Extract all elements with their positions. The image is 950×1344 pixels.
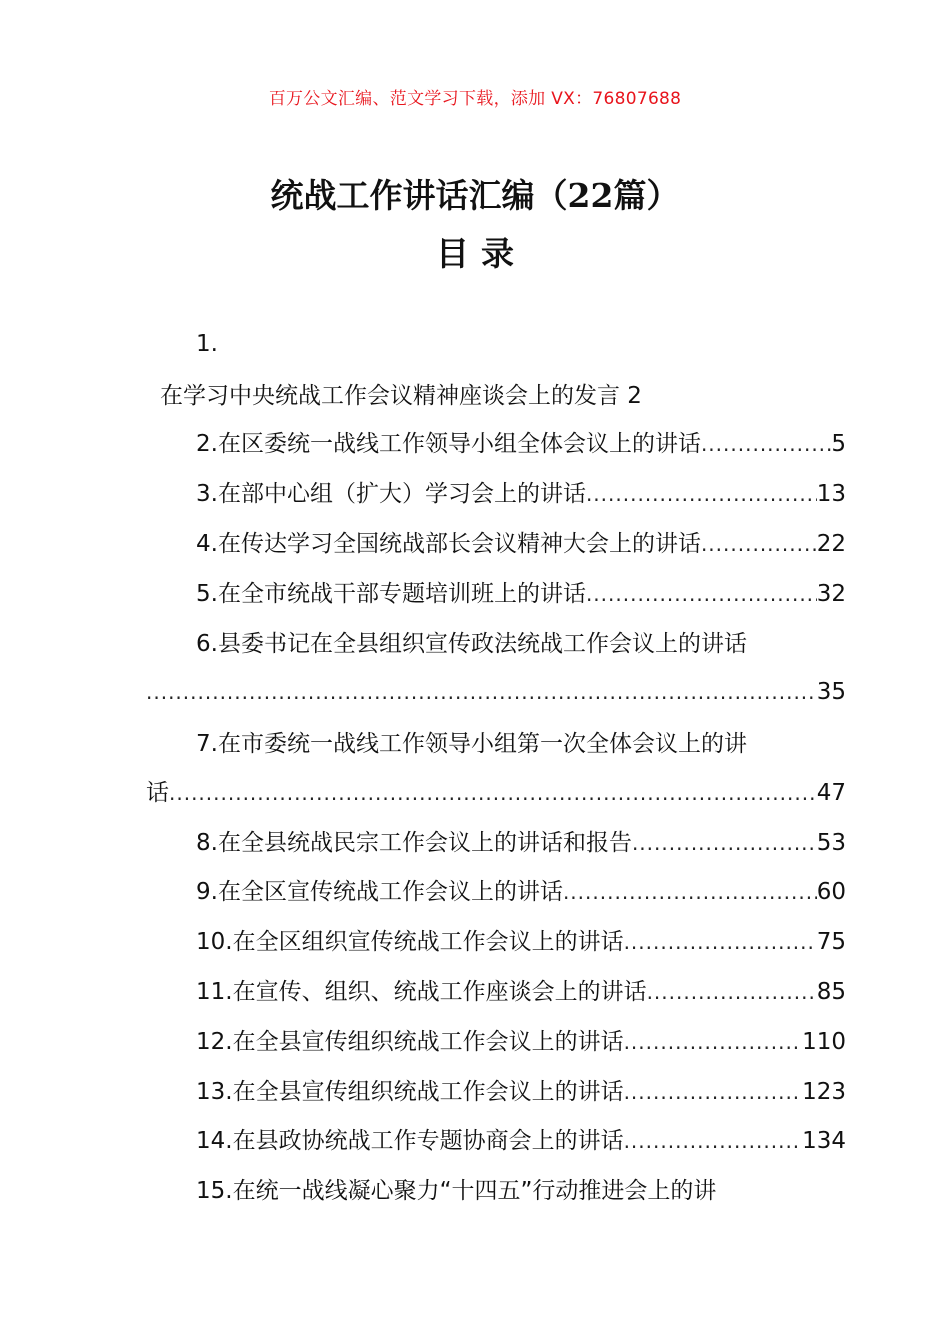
toc-page-number: 47	[816, 780, 846, 806]
leader-dots	[563, 872, 817, 912]
leader-dots	[586, 574, 817, 614]
toc-page-number: 110	[802, 1029, 846, 1055]
leader-dots	[169, 773, 817, 813]
leader-dots	[624, 1072, 803, 1112]
toc-entry-title: 10.在全区组织宣传统战工作会议上的讲话	[196, 929, 624, 955]
toc-page-number: 134	[802, 1128, 846, 1154]
toc-entry-title: 12.在全县宣传组织统战工作会议上的讲话	[196, 1029, 624, 1055]
toc-entry-title: 13.在全县宣传组织统战工作会议上的讲话	[196, 1079, 624, 1105]
toc-entry-6-title[interactable]: 6.县委书记在全县组织宣传政法统战工作会议上的讲话	[196, 631, 747, 657]
toc-entry-title: 4.在传达学习全国统战部长会议精神大会上的讲话	[196, 531, 701, 557]
leader-dots	[624, 1121, 803, 1161]
toc-page-number: 60	[816, 879, 846, 905]
toc-entry-4[interactable]	[146, 524, 846, 564]
toc-entry-title: 5.在全市统战干部专题培训班上的讲话	[196, 581, 586, 607]
toc-page-number: 35	[816, 679, 846, 705]
leader-dots	[701, 524, 817, 564]
leader-dots	[586, 474, 817, 514]
toc-page-number: 13	[816, 481, 846, 507]
toc-entry-title: 11.在宣传、组织、统战工作座谈会上的讲话	[196, 979, 647, 1005]
toc-page-number: 53	[816, 830, 846, 856]
toc-entry-title: 2.在区委统一战线工作领导小组全体会议上的讲话	[196, 431, 701, 457]
toc-entry-11[interactable]	[146, 972, 846, 1012]
toc-entry-3[interactable]	[146, 474, 846, 514]
watermark-header: 百万公文汇编、范文学习下载，添加 VX：76807688	[268, 89, 682, 109]
toc-entry-6-leader[interactable]	[146, 672, 846, 712]
toc-entry-13[interactable]	[146, 1072, 846, 1112]
toc-entry-1-number[interactable]: 1.	[196, 331, 218, 357]
toc-page-number: 85	[816, 979, 846, 1005]
toc-page-number: 22	[816, 531, 846, 557]
toc-entry-title: 14.在县政协统战工作专题协商会上的讲话	[196, 1128, 624, 1154]
leader-dots	[624, 922, 817, 962]
toc-entry-9[interactable]	[146, 872, 846, 912]
leader-dots	[647, 972, 817, 1012]
leader-dots	[624, 1022, 803, 1062]
toc-entry-title-continued: 话	[146, 780, 169, 806]
toc-entry-15-title[interactable]: 15.在统一战线凝心聚力“十四五”行动推进会上的讲	[196, 1178, 717, 1204]
toc-entry-7-title[interactable]: 7.在市委统一战线工作领导小组第一次全体会议上的讲	[196, 731, 747, 757]
toc-entry-1-title[interactable]: 在学习中央统战工作会议精神座谈会上的发言 2	[160, 383, 642, 409]
toc-entry-5[interactable]	[146, 574, 846, 614]
leader-dots	[632, 823, 817, 863]
toc-entry-title: 9.在全区宣传统战工作会议上的讲话	[196, 879, 563, 905]
toc-entry-2[interactable]	[146, 424, 846, 464]
toc-entry-7-leader[interactable]	[146, 773, 846, 813]
toc-page-number: 32	[816, 581, 846, 607]
toc-page-number: 75	[816, 929, 846, 955]
toc-entry-14[interactable]	[146, 1121, 846, 1161]
toc-entry-8[interactable]	[146, 823, 846, 863]
toc-entry-10[interactable]	[146, 922, 846, 962]
toc-entry-title: 8.在全县统战民宗工作会议上的讲话和报告	[196, 830, 632, 856]
toc-entry-12[interactable]	[146, 1022, 846, 1062]
leader-dots	[701, 424, 831, 464]
toc-page-number: 5	[831, 431, 846, 457]
toc-entry-title: 3.在部中心组（扩大）学习会上的讲话	[196, 481, 586, 507]
toc-page-number: 123	[802, 1079, 846, 1105]
toc-heading: 目录	[436, 234, 526, 273]
leader-dots	[146, 672, 817, 712]
document-title: 统战工作讲话汇编（22篇）	[270, 176, 680, 215]
